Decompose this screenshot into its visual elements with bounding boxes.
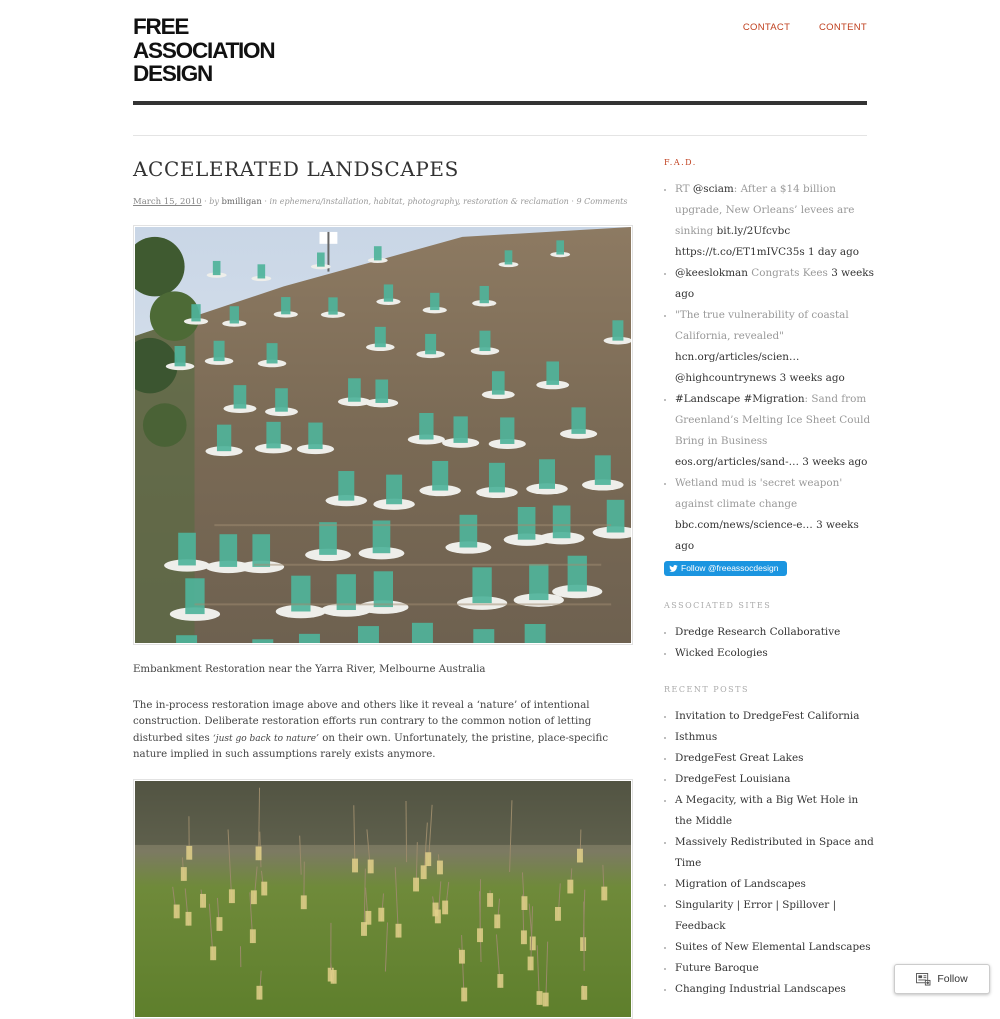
recent-post-link[interactable]: • Future Baroque: [675, 958, 874, 979]
post-categories[interactable]: ephemera/installation, habitat, photography, restoration & reclamation: [280, 197, 569, 206]
widget-title-recent: RECENT POSTS: [664, 685, 874, 694]
meadow-photo-image: [135, 781, 631, 1017]
sapling-guard: [368, 860, 374, 874]
tree-guard: [460, 515, 478, 548]
sapling-guard: [421, 865, 427, 879]
tree-guard: [453, 416, 467, 443]
sapling-guard: [256, 986, 262, 1000]
tweet-time[interactable]: 1 day ago: [805, 246, 859, 258]
tree-guard: [319, 522, 337, 555]
tweet-text: : After a $14 billion upgrade, New Orleans’ levees are sinking: [675, 183, 854, 237]
sapling-guard: [494, 914, 500, 928]
tree-guard: [430, 293, 439, 310]
sapling-guard: [413, 878, 419, 892]
sapling-guard: [256, 846, 262, 860]
recent-post-link[interactable]: • Suites of New Elemental Landscapes: [675, 937, 874, 958]
sapling-guard: [229, 889, 235, 903]
post-author[interactable]: bmilligan: [221, 197, 261, 207]
tree-guard: [556, 240, 564, 254]
tweet-item: [675, 305, 874, 389]
sapling-guard: [530, 937, 536, 951]
site-title[interactable]: [133, 15, 274, 86]
photo-caption: Embankment Restoration near the Yarra River, Melbourne Australia: [133, 664, 486, 675]
tree-guard: [518, 507, 536, 540]
tree-guard: [553, 506, 571, 539]
header-divider: [133, 101, 867, 105]
sapling-guard: [442, 901, 448, 915]
tweet-text: "The true vulnerability of coastal California, revealed": [675, 309, 849, 342]
sapling-guard: [497, 974, 503, 988]
site-title-line[interactable]: DESIGN: [133, 62, 274, 86]
sidebar-associated: [664, 601, 874, 664]
nav-content[interactable]: CONTENT: [819, 22, 867, 33]
recent-post-link[interactable]: • A Megacity, with a Big Wet Hole in the Middle: [675, 790, 874, 832]
sapling-guard: [537, 991, 543, 1005]
tree-guard: [185, 578, 204, 614]
sapling-guard: [216, 917, 222, 931]
tree-guard: [348, 378, 361, 401]
tree-guard: [425, 334, 436, 354]
associated-site-link[interactable]: • Wicked Ecologies: [675, 643, 874, 664]
post-comments-link[interactable]: 9 Comments: [576, 197, 627, 206]
tweet-link[interactable]: hcn.org/articles/scien… @highcountrynews: [675, 351, 799, 384]
tree-guard: [252, 639, 273, 643]
tree-guard: [234, 385, 247, 408]
widget-title-fad: F.A.D.: [664, 158, 874, 167]
sapling-guard: [181, 867, 187, 881]
twitter-follow-button[interactable]: [664, 561, 787, 576]
tree-guard: [178, 533, 196, 566]
sapling-guard: [396, 924, 402, 938]
tree-guard: [419, 413, 433, 440]
recent-post-link[interactable]: • Isthmus: [675, 727, 874, 748]
tweet-time[interactable]: 3 weeks ago: [776, 372, 844, 384]
tweet-item: [675, 263, 874, 305]
recent-post-link[interactable]: • Singularity | Error | Spillover | Feedback: [675, 895, 874, 937]
tree-guard: [266, 422, 280, 449]
tree-guard: [529, 564, 548, 600]
tree-guard: [539, 459, 555, 489]
tree-guard: [492, 371, 505, 394]
tree-guard: [374, 246, 382, 260]
tree-guard: [412, 623, 433, 643]
tweet-item: [675, 473, 874, 557]
recent-post-link[interactable]: • Invitation to DredgeFest California: [675, 706, 874, 727]
tree-guard: [546, 361, 559, 384]
meta-by: by: [209, 197, 219, 206]
associated-sites-list: [664, 622, 874, 664]
sapling-guard: [174, 905, 180, 919]
recent-post-link[interactable]: • DredgeFest Great Lakes: [675, 748, 874, 769]
tweet-time[interactable]: 3 weeks ago: [799, 456, 867, 468]
nav-contact[interactable]: CONTACT: [743, 22, 790, 33]
tree-guard: [571, 407, 585, 434]
meadow-photo[interactable]: [133, 779, 633, 1019]
content-divider: [133, 135, 867, 136]
sapling-guard: [186, 846, 192, 860]
site-title-line[interactable]: ASSOCIATION: [133, 39, 274, 63]
sapling-guard: [461, 988, 467, 1002]
sapling-guard: [437, 861, 443, 875]
tweet-handle[interactable]: #Landscape #Migration: [675, 393, 805, 405]
tree-guard: [480, 286, 489, 303]
tree-guard: [308, 423, 322, 450]
tree-guard: [568, 556, 587, 592]
sapling-guard: [521, 930, 527, 944]
post-meta: March 15, 2010 · by bmilligan · in ephemera/installation, habitat, photography, restoration & reclamation · 9 Comments: [133, 197, 627, 207]
tree-guard: [217, 425, 231, 452]
tree-guard: [213, 261, 221, 275]
tweet-link[interactable]: bbc.com/news/science-e…: [675, 519, 813, 531]
tree-guard: [375, 327, 386, 347]
tree-guard: [386, 475, 402, 505]
tree-guard: [432, 461, 448, 491]
sapling-guard: [261, 882, 267, 896]
sapling-guard: [477, 928, 483, 942]
sapling-guard: [487, 893, 493, 907]
tweet-handle[interactable]: @sciam: [693, 183, 734, 195]
tweet-link[interactable]: eos.org/articles/sand-…: [675, 456, 799, 468]
sapling-guard: [331, 970, 337, 984]
tree-guard: [317, 252, 325, 266]
sapling-guard: [378, 908, 384, 922]
tweet-time[interactable]: 3 weeks ago: [675, 267, 874, 300]
tree-guard: [607, 500, 625, 533]
post-paragraph-b: on their own. Unfortunately, the pristine, place-specific nature implied in such assumptions rarely exists anymore.: [133, 733, 608, 760]
twitter-follow-label: Follow @freeassocdesign: [681, 563, 778, 573]
associated-site-link[interactable]: • Dredge Research Collaborative: [675, 622, 874, 643]
tweet-text: Congrats Kees: [748, 267, 831, 279]
tree-guard: [489, 463, 505, 493]
tree-guard: [384, 284, 393, 301]
sapling-guard: [601, 887, 607, 901]
sapling-stem: [406, 801, 407, 862]
sapling-guard: [352, 859, 358, 873]
sapling-guard: [251, 890, 257, 904]
sapling-guard: [365, 911, 371, 925]
tree-guard: [214, 341, 225, 361]
tree-guard: [374, 571, 393, 607]
tree-guard: [281, 297, 290, 314]
site-title-line[interactable]: FREE: [133, 15, 274, 39]
post-title[interactable]: ACCELERATED LANDSCAPES: [133, 157, 459, 181]
tree-guard: [500, 417, 514, 444]
follow-reader-icon: [916, 973, 931, 986]
recent-posts-list: [664, 706, 874, 1000]
tree-guard: [328, 297, 337, 314]
tree-guard: [375, 380, 388, 403]
sapling-guard: [459, 950, 465, 964]
tree-guard: [505, 250, 513, 264]
sidebar-recent: [664, 685, 874, 1000]
tree-guard: [473, 629, 494, 643]
post-paragraph-a: The in-process restoration image above and others like it reveal a ‘nature’ of intentional construction. Deliberate restoration efforts run contrary to the common notion of letting disturbed sites: [133, 700, 591, 744]
tree-guard: [291, 576, 310, 612]
tree-guard: [175, 346, 186, 366]
sapling-guard: [580, 937, 586, 951]
sapling-guard: [425, 852, 431, 866]
sapling-guard: [435, 910, 441, 924]
tree-guard: [219, 534, 237, 567]
post-paragraph-quote: ‘just go back to nature’: [213, 734, 319, 744]
post-date[interactable]: March 15, 2010: [133, 197, 202, 207]
recent-post-link[interactable]: • Migration of Landscapes: [675, 874, 874, 895]
tweet-handle[interactable]: @keeslokman: [675, 267, 748, 279]
sapling-guard: [567, 880, 573, 894]
twitter-feed: [664, 179, 874, 557]
follow-blog-button[interactable]: [894, 964, 990, 994]
tweet-link[interactable]: bit.ly/2Ufcvbc https://t.co/ET1mIVC35s: [675, 225, 805, 258]
tree-guard: [191, 304, 200, 321]
sapling-guard: [521, 896, 527, 910]
tree-guard: [479, 331, 490, 351]
tree-guard: [275, 388, 288, 411]
recent-post-link[interactable]: • Changing Industrial Landscapes: [675, 979, 874, 1000]
meta-in: in: [269, 197, 277, 206]
tree-guard: [252, 534, 270, 567]
tree-guard: [299, 634, 320, 643]
tweet-item: [675, 179, 874, 263]
sapling-guard: [186, 912, 192, 926]
tweet-prefix: RT: [675, 183, 693, 195]
tree-guard: [338, 471, 354, 501]
sapling-guard: [210, 946, 216, 960]
tree-guard: [258, 264, 266, 278]
embankment-photo-image: [135, 227, 631, 643]
post-paragraph: [133, 698, 633, 764]
tree-guard: [230, 306, 239, 323]
recent-post-link[interactable]: • DredgeFest Louisiana: [675, 769, 874, 790]
tree-guard: [472, 567, 491, 603]
embankment-photo[interactable]: [133, 225, 633, 645]
tree-guard: [358, 626, 379, 643]
sapling-guard: [577, 849, 583, 863]
sapling-guard: [581, 986, 587, 1000]
sidebar-fad: [664, 158, 874, 557]
widget-title-associated: ASSOCIATED SITES: [664, 601, 874, 610]
tweet-time[interactable]: 3 weeks ago: [675, 519, 859, 552]
follow-blog-label: Follow: [937, 973, 967, 985]
twitter-bird-icon: [669, 565, 678, 572]
main-nav: [717, 22, 867, 33]
tree-guard: [595, 455, 611, 485]
tweet-text: : Sand from Greenland’s Melting Ice Sheet Could Bring in Business: [675, 393, 870, 447]
tree-guard: [612, 320, 623, 340]
sapling-guard: [301, 895, 307, 909]
sapling-guard: [250, 929, 256, 943]
sapling-guard: [528, 957, 534, 971]
sapling-guard: [200, 894, 206, 908]
tweet-item: [675, 389, 874, 473]
tree-guard: [525, 624, 546, 643]
tree-guard: [267, 343, 278, 363]
tweet-text: Wetland mud is 'secret weapon' against climate change: [675, 477, 842, 510]
sapling-guard: [555, 907, 561, 921]
tree-guard: [176, 635, 197, 643]
recent-post-link[interactable]: • Massively Redistributed in Space and Time: [675, 832, 874, 874]
